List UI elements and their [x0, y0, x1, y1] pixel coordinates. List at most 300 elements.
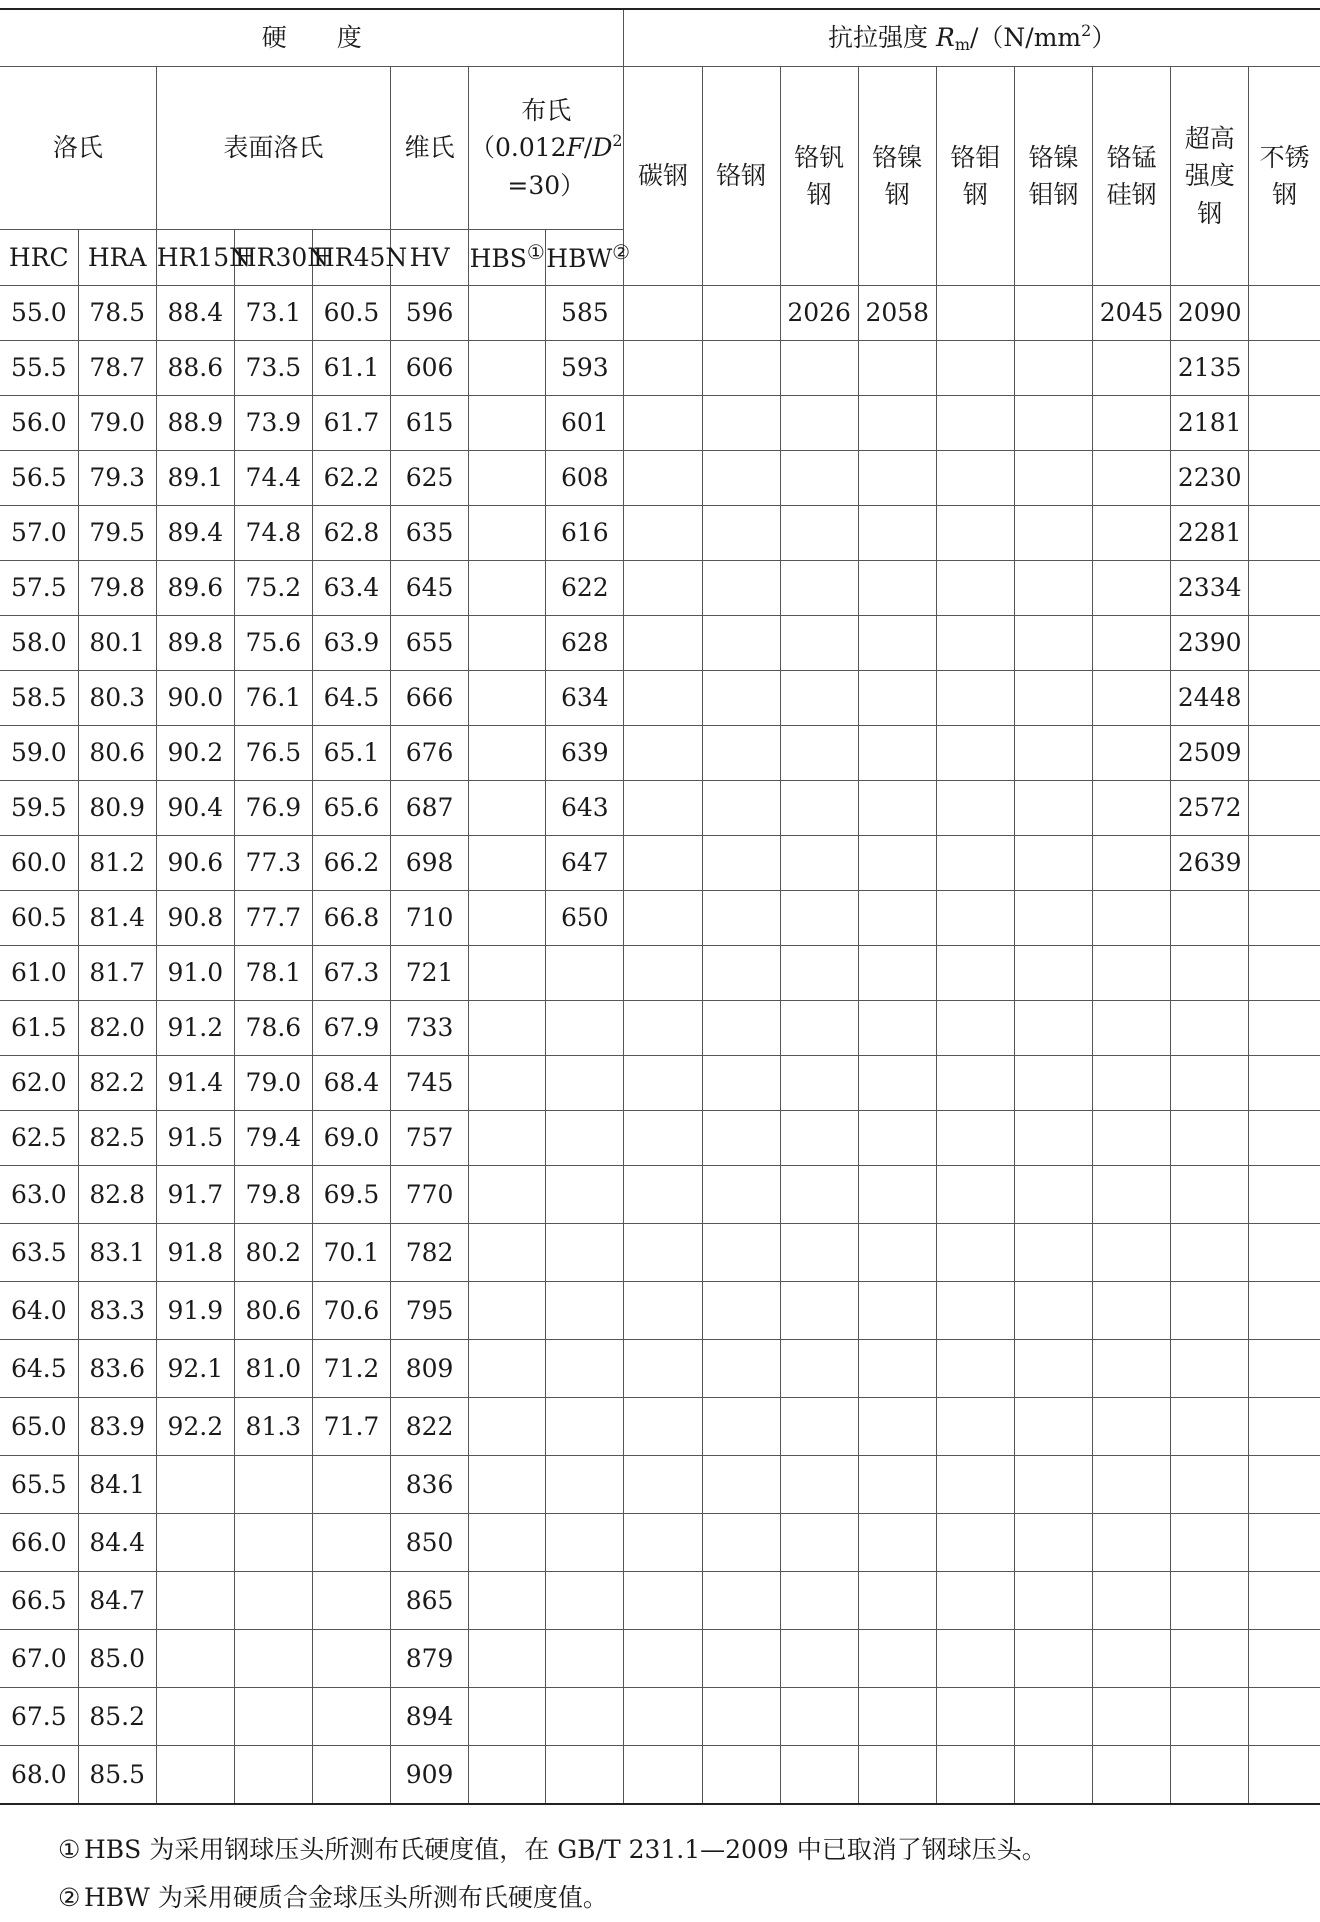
table-cell [702, 1746, 780, 1805]
table-cell [469, 1001, 546, 1056]
table-cell [469, 726, 546, 781]
table-cell [1249, 726, 1320, 781]
table-cell: 74.4 [234, 451, 312, 506]
table-row [0, 781, 1320, 836]
table-cell [1093, 1224, 1171, 1282]
table-cell [546, 1398, 624, 1456]
footnote-1: ① HBS 为采用钢球压头所测布氏硬度值，在 GB/T 231.1—2009 中已取消了钢球压头。 [58, 1835, 1047, 1864]
table-cell [624, 1340, 702, 1398]
table-cell: 74.8 [234, 506, 312, 561]
table-cell [936, 1398, 1014, 1456]
table-cell [469, 506, 546, 561]
table-cell [1249, 1111, 1320, 1166]
table-cell: 2026 [780, 286, 858, 341]
table-cell [858, 1688, 936, 1746]
table-cell [1171, 1111, 1249, 1166]
table-cell: 596 [391, 286, 469, 341]
col-hra: HRA [78, 230, 156, 286]
table-cell: 2448 [1171, 671, 1249, 726]
table-cell [702, 286, 780, 341]
table-cell [546, 1456, 624, 1514]
steel-header-carbon: 碳钢 [624, 67, 702, 286]
tensile-strength-group-header: 抗拉强度 $R_m/(N/mm^2)$ [624, 9, 1320, 67]
table-cell: 62.0 [0, 1056, 78, 1111]
footnote-2: ② HBW 为采用硬质合金球压头所测布氏硬度值。 [58, 1883, 608, 1912]
table-cell [469, 671, 546, 726]
table-cell [858, 1282, 936, 1340]
table-row [0, 1572, 1320, 1630]
table-cell: 91.4 [156, 1056, 234, 1111]
table-cell [1093, 1056, 1171, 1111]
table-cell: 67.0 [0, 1630, 78, 1688]
table-cell: 78.5 [78, 286, 156, 341]
table-row [0, 1056, 1320, 1111]
table-cell: 635 [391, 506, 469, 561]
table-cell [1014, 1056, 1092, 1111]
table-cell [858, 1456, 936, 1514]
col-hr30n: HR30N [234, 230, 312, 286]
table-cell [469, 1746, 546, 1805]
table-cell: 78.1 [234, 946, 312, 1001]
table-cell: 60.5 [0, 891, 78, 946]
table-cell: 78.6 [234, 1001, 312, 1056]
table-cell [1249, 1572, 1320, 1630]
table-cell: 67.9 [312, 1001, 390, 1056]
table-cell [1093, 781, 1171, 836]
table-cell [624, 1282, 702, 1340]
table-cell [858, 946, 936, 1001]
table-cell: 90.8 [156, 891, 234, 946]
table-cell: 894 [391, 1688, 469, 1746]
table-cell [702, 506, 780, 561]
table-cell [936, 671, 1014, 726]
table-cell [1093, 946, 1171, 1001]
table-cell: 865 [391, 1572, 469, 1630]
table-cell [1249, 561, 1320, 616]
table-cell [1249, 396, 1320, 451]
table-cell: 61.0 [0, 946, 78, 1001]
table-cell [1249, 1456, 1320, 1514]
table-cell: 66.8 [312, 891, 390, 946]
col-hrc: HRC [0, 230, 78, 286]
table-cell [702, 1514, 780, 1572]
table-cell: 77.3 [234, 836, 312, 891]
table-cell [1014, 836, 1092, 891]
table-cell [702, 1056, 780, 1111]
table-cell: 61.1 [312, 341, 390, 396]
table-cell: 69.0 [312, 1111, 390, 1166]
table-cell [1014, 671, 1092, 726]
table-cell: 77.7 [234, 891, 312, 946]
table-cell: 73.9 [234, 396, 312, 451]
table-cell: 83.6 [78, 1340, 156, 1398]
table-cell [1249, 1340, 1320, 1398]
table-row [0, 891, 1320, 946]
table-cell [1249, 1514, 1320, 1572]
table-cell: 676 [391, 726, 469, 781]
table-cell [858, 1340, 936, 1398]
table-cell: 65.0 [0, 1398, 78, 1456]
table-cell: 60.5 [312, 286, 390, 341]
table-cell: 2135 [1171, 341, 1249, 396]
table-cell [469, 451, 546, 506]
table-cell: 710 [391, 891, 469, 946]
table-cell [469, 836, 546, 891]
table-cell: 795 [391, 1282, 469, 1340]
table-cell [1093, 836, 1171, 891]
table-cell: 59.5 [0, 781, 78, 836]
table-cell [936, 341, 1014, 396]
table-cell [780, 1166, 858, 1224]
table-cell: 89.4 [156, 506, 234, 561]
table-cell: 2639 [1171, 836, 1249, 891]
table-cell [936, 781, 1014, 836]
table-cell: 69.5 [312, 1166, 390, 1224]
table-cell [1249, 286, 1320, 341]
table-cell [780, 506, 858, 561]
table-cell: 80.6 [78, 726, 156, 781]
footnote-mark: ① [526, 240, 545, 265]
table-cell [702, 561, 780, 616]
table-cell: 63.4 [312, 561, 390, 616]
table-cell: 81.0 [234, 1340, 312, 1398]
table-cell [1093, 1282, 1171, 1340]
table-cell [1171, 1224, 1249, 1282]
table-cell [1093, 451, 1171, 506]
steel-header-cr-ni-mo: 铬镍钼钢 [1014, 67, 1092, 286]
table-cell [1014, 1340, 1092, 1398]
table-cell [469, 781, 546, 836]
table-cell [1093, 506, 1171, 561]
table-cell: 2281 [1171, 506, 1249, 561]
table-cell [858, 1746, 936, 1805]
table-cell [780, 341, 858, 396]
col-hr45n: HR45N [312, 230, 390, 286]
table-cell: 63.0 [0, 1166, 78, 1224]
table-cell: 2058 [858, 286, 936, 341]
table-cell: 608 [546, 451, 624, 506]
table-cell [1014, 1514, 1092, 1572]
table-cell: 81.4 [78, 891, 156, 946]
table-cell: 85.5 [78, 1746, 156, 1805]
table-cell: 84.1 [78, 1456, 156, 1514]
table-cell: 645 [391, 561, 469, 616]
table-cell [1249, 1688, 1320, 1746]
table-cell [1093, 1688, 1171, 1746]
table-cell [546, 1001, 624, 1056]
steel-header-stainless: 不锈钢 [1249, 67, 1320, 286]
table-cell [469, 946, 546, 1001]
table-cell [1171, 1398, 1249, 1456]
table-cell [546, 1111, 624, 1166]
table-cell [546, 1572, 624, 1630]
table-cell: 79.0 [78, 396, 156, 451]
table-cell [936, 1514, 1014, 1572]
table-cell [1093, 1111, 1171, 1166]
table-cell [702, 396, 780, 451]
table-row [0, 341, 1320, 396]
table-cell [1093, 1340, 1171, 1398]
table-cell [1014, 451, 1092, 506]
table-cell: 2390 [1171, 616, 1249, 671]
table-cell [469, 1166, 546, 1224]
table-cell [858, 1572, 936, 1630]
table-cell [702, 1001, 780, 1056]
table-cell: 634 [546, 671, 624, 726]
table-cell [858, 726, 936, 781]
table-cell [936, 451, 1014, 506]
table-cell [624, 1166, 702, 1224]
table-cell [702, 1456, 780, 1514]
table-cell: 75.2 [234, 561, 312, 616]
table-cell [936, 1224, 1014, 1282]
table-cell [312, 1630, 390, 1688]
table-cell [624, 616, 702, 671]
steel-header-cr-mo: 铬钼钢 [936, 67, 1014, 286]
table-cell [1093, 1001, 1171, 1056]
table-cell: 62.2 [312, 451, 390, 506]
table-cell [702, 341, 780, 396]
brinell-header: 布氏 （$0.012F/D^2$ =30） [469, 67, 624, 230]
table-cell [1249, 1001, 1320, 1056]
table-cell [780, 1056, 858, 1111]
table-cell: 2230 [1171, 451, 1249, 506]
table-cell: 78.7 [78, 341, 156, 396]
table-cell: 70.6 [312, 1282, 390, 1340]
table-cell [780, 1001, 858, 1056]
table-cell [469, 891, 546, 946]
table-cell: 647 [546, 836, 624, 891]
table-cell: 73.5 [234, 341, 312, 396]
table-row [0, 561, 1320, 616]
footnote-mark: ② [612, 240, 631, 265]
table-cell: 82.5 [78, 1111, 156, 1166]
table-cell [858, 341, 936, 396]
table-cell: 63.9 [312, 616, 390, 671]
table-cell [780, 836, 858, 891]
table-cell: 82.2 [78, 1056, 156, 1111]
table-cell [936, 726, 1014, 781]
table-cell [546, 1514, 624, 1572]
table-cell: 62.5 [0, 1111, 78, 1166]
table-row [0, 506, 1320, 561]
table-cell: 61.5 [0, 1001, 78, 1056]
table-cell: 55.0 [0, 286, 78, 341]
table-cell: 60.0 [0, 836, 78, 891]
header-row-1 [0, 9, 1320, 67]
table-cell [1093, 616, 1171, 671]
table-row [0, 1688, 1320, 1746]
table-cell [702, 671, 780, 726]
table-cell: 91.5 [156, 1111, 234, 1166]
table-row [0, 726, 1320, 781]
table-cell [469, 1514, 546, 1572]
table-cell [624, 671, 702, 726]
table-cell [1171, 1001, 1249, 1056]
table-cell [858, 781, 936, 836]
rockwell-header: 洛氏 [0, 67, 156, 230]
table-cell [702, 1630, 780, 1688]
table-cell [1093, 671, 1171, 726]
table-cell [624, 506, 702, 561]
table-cell: 770 [391, 1166, 469, 1224]
table-cell: 909 [391, 1746, 469, 1805]
table-cell [1014, 1001, 1092, 1056]
table-cell [624, 1456, 702, 1514]
table-cell [780, 891, 858, 946]
table-cell [780, 671, 858, 726]
table-cell: 79.5 [78, 506, 156, 561]
table-cell: 593 [546, 341, 624, 396]
table-cell: 85.2 [78, 1688, 156, 1746]
table-cell [312, 1456, 390, 1514]
table-cell [1093, 1630, 1171, 1688]
table-cell [936, 286, 1014, 341]
table-cell: 89.8 [156, 616, 234, 671]
table-cell [1014, 1630, 1092, 1688]
table-cell [624, 1572, 702, 1630]
table-cell: 91.0 [156, 946, 234, 1001]
table-cell [780, 561, 858, 616]
table-cell: 91.2 [156, 1001, 234, 1056]
table-cell: 2509 [1171, 726, 1249, 781]
table-cell [1249, 341, 1320, 396]
table-cell: 63.5 [0, 1224, 78, 1282]
table-cell [1171, 1340, 1249, 1398]
table-cell [858, 451, 936, 506]
table-cell [546, 1224, 624, 1282]
table-cell: 56.0 [0, 396, 78, 451]
table-cell [546, 1282, 624, 1340]
table-cell [858, 1056, 936, 1111]
table-cell [936, 1340, 1014, 1398]
table-cell [469, 1111, 546, 1166]
table-cell [546, 1166, 624, 1224]
table-cell [936, 1630, 1014, 1688]
table-cell: 733 [391, 1001, 469, 1056]
table-cell: 655 [391, 616, 469, 671]
table-row [0, 1514, 1320, 1572]
table-cell [780, 1746, 858, 1805]
table-cell [1014, 726, 1092, 781]
table-cell: 79.8 [234, 1166, 312, 1224]
hardness-group-header: 硬 度 [0, 9, 624, 67]
table-cell [702, 1688, 780, 1746]
table-cell [156, 1746, 234, 1805]
table-cell: 82.8 [78, 1166, 156, 1224]
table-cell [546, 1340, 624, 1398]
table-cell: 782 [391, 1224, 469, 1282]
table-cell [469, 1398, 546, 1456]
table-cell: 90.0 [156, 671, 234, 726]
table-cell [780, 1398, 858, 1456]
table-cell [936, 1056, 1014, 1111]
table-cell [1249, 1282, 1320, 1340]
table-cell: 61.7 [312, 396, 390, 451]
table-cell [936, 1001, 1014, 1056]
table-cell [702, 451, 780, 506]
steel-header-ultra-high-strength: 超高强度钢 [1171, 67, 1249, 286]
table-cell [469, 341, 546, 396]
table-row [0, 1630, 1320, 1688]
table-cell [1014, 341, 1092, 396]
table-cell [1093, 1456, 1171, 1514]
table-cell: 79.0 [234, 1056, 312, 1111]
table-cell: 615 [391, 396, 469, 451]
table-cell [1014, 1282, 1092, 1340]
table-cell [1014, 506, 1092, 561]
table-cell [156, 1514, 234, 1572]
header-row-2 [0, 67, 1320, 230]
table-cell [1014, 1456, 1092, 1514]
table-cell: 822 [391, 1398, 469, 1456]
table-cell [702, 946, 780, 1001]
table-cell: 65.1 [312, 726, 390, 781]
table-cell: 64.0 [0, 1282, 78, 1340]
table-cell [1093, 891, 1171, 946]
table-cell [1249, 1630, 1320, 1688]
table-cell [546, 1688, 624, 1746]
col-hbw: HBW② [546, 230, 624, 286]
table-cell: 622 [546, 561, 624, 616]
table-row [0, 836, 1320, 891]
steel-header-cr-v: 铬钒钢 [780, 67, 858, 286]
table-cell: 601 [546, 396, 624, 451]
table-cell [156, 1688, 234, 1746]
table-cell: 80.1 [78, 616, 156, 671]
table-cell: 84.7 [78, 1572, 156, 1630]
table-cell [1014, 781, 1092, 836]
table-cell [1093, 726, 1171, 781]
table-body [0, 286, 1320, 1805]
table-cell: 71.2 [312, 1340, 390, 1398]
table-cell [936, 396, 1014, 451]
table-cell [1093, 1572, 1171, 1630]
table-cell [312, 1688, 390, 1746]
table-cell: 91.8 [156, 1224, 234, 1282]
table-cell [312, 1514, 390, 1572]
table-cell [858, 1224, 936, 1282]
table-cell [469, 1056, 546, 1111]
table-cell [234, 1688, 312, 1746]
table-cell [546, 1056, 624, 1111]
table-cell [1249, 1746, 1320, 1805]
table-cell [1014, 1572, 1092, 1630]
table-cell [936, 616, 1014, 671]
table-row [0, 1001, 1320, 1056]
table-cell: 643 [546, 781, 624, 836]
table-cell [1014, 1224, 1092, 1282]
table-cell [1249, 1224, 1320, 1282]
table-cell [702, 1398, 780, 1456]
table-cell [858, 836, 936, 891]
table-cell: 89.6 [156, 561, 234, 616]
table-cell [156, 1630, 234, 1688]
table-cell: 80.6 [234, 1282, 312, 1340]
table-cell [1014, 1688, 1092, 1746]
table-row [0, 1456, 1320, 1514]
table-row [0, 1746, 1320, 1805]
footnotes [0, 1826, 1320, 1922]
table-cell [780, 726, 858, 781]
table-cell [1171, 946, 1249, 1001]
table-cell [1093, 396, 1171, 451]
table-cell [702, 1572, 780, 1630]
table-cell [469, 1340, 546, 1398]
table-cell [780, 616, 858, 671]
table-cell [936, 891, 1014, 946]
table-cell: 66.0 [0, 1514, 78, 1572]
